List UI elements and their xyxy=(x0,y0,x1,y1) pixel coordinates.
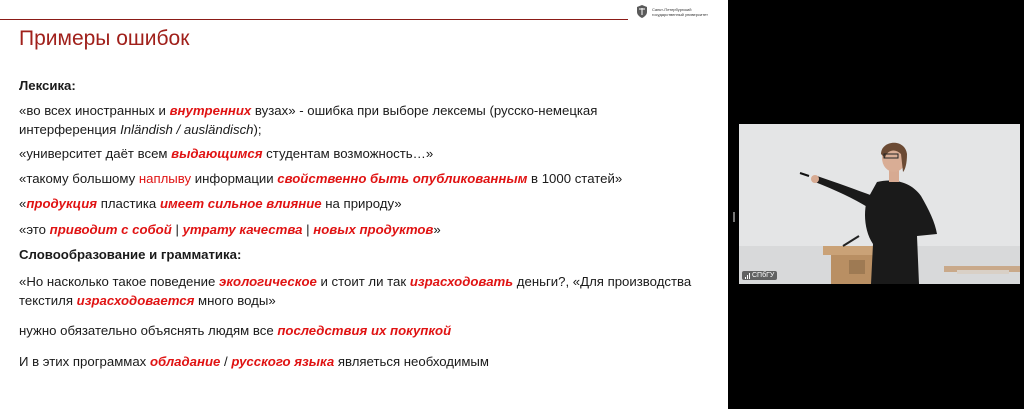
crest-icon xyxy=(636,5,648,18)
line-text: «такому большому xyxy=(19,171,139,186)
example-line xyxy=(19,120,262,139)
error-highlight: обладание xyxy=(149,354,221,369)
line-text: « xyxy=(19,196,27,211)
line-text: деньги?, «Для производства xyxy=(513,274,692,289)
line-text: студентам возможность…» xyxy=(262,146,434,161)
line-text: | xyxy=(302,222,314,237)
line-text: нужно обязательно объяснять людям все xyxy=(19,323,278,338)
line-text: «это xyxy=(19,222,50,237)
line-text: И в этих программах xyxy=(19,354,150,369)
error-highlight: внутренних xyxy=(169,103,252,118)
participant-name: СПбГУ xyxy=(752,272,775,279)
line-text: вузах» - ошибка при выборе лексемы (русско-немецкая xyxy=(251,103,598,118)
line-text: в 1000 статей» xyxy=(527,171,623,186)
section-heading-grammar: Словообразование и грамматика: xyxy=(19,247,242,262)
example-line xyxy=(19,101,597,120)
line-text: » xyxy=(433,222,441,237)
line-text: пластика xyxy=(97,196,160,211)
line-text: являеться необходимым xyxy=(334,354,489,369)
error-highlight: свойственно быть опубликованным xyxy=(277,171,528,186)
example-line xyxy=(19,194,402,213)
line-text: информации xyxy=(191,171,278,186)
example-line xyxy=(19,291,276,310)
line-text: ); xyxy=(253,122,262,137)
error-highlight: последствия их покупкой xyxy=(277,323,452,338)
speaker-video-frame xyxy=(739,124,1020,284)
error-highlight: имеет сильное влияние xyxy=(159,196,322,211)
slide-title: Примеры ошибок xyxy=(19,27,190,50)
example-line xyxy=(19,272,691,291)
line-text: на природу» xyxy=(321,196,402,211)
logo-text: Санкт-Петербургский государственный университет xyxy=(652,6,708,17)
example-line xyxy=(19,169,622,188)
title-rule xyxy=(0,19,628,20)
line-text: и стоит ли так xyxy=(316,274,410,289)
line-text: «университет даёт всем xyxy=(19,146,172,161)
error-highlight: израсходовается xyxy=(76,293,195,308)
error-highlight: новых продуктов xyxy=(313,222,434,237)
error-highlight: Inländish / ausländisch xyxy=(120,122,254,137)
video-participant-label xyxy=(742,271,777,280)
error-highlight: русского языка xyxy=(231,354,335,369)
line-text: «Но насколько такое поведение xyxy=(19,274,220,289)
error-highlight: наплыву xyxy=(138,171,192,186)
line-text: интерференция xyxy=(19,122,121,137)
line-text: | xyxy=(171,222,183,237)
line-text: / xyxy=(220,354,232,369)
example-line xyxy=(19,220,441,239)
error-highlight: утрату качества xyxy=(182,222,303,237)
university-logo xyxy=(636,5,724,18)
error-highlight: выдающимся xyxy=(171,146,263,161)
speaker-video-tile[interactable] xyxy=(739,124,1020,284)
error-highlight: приводит с собой xyxy=(49,222,172,237)
error-highlight: продукция xyxy=(26,196,98,211)
line-text: текстиля xyxy=(19,293,77,308)
line-text: «во всех иностранных и xyxy=(19,103,170,118)
section-heading-lexis: Лексика: xyxy=(19,78,76,93)
error-highlight: экологическое xyxy=(219,274,317,289)
line-text: много воды» xyxy=(194,293,276,308)
example-line xyxy=(19,321,451,340)
example-line xyxy=(19,352,489,371)
example-line xyxy=(19,144,433,163)
signal-icon xyxy=(745,273,750,279)
error-highlight: израсходовать xyxy=(409,274,514,289)
panel-resize-handle[interactable] xyxy=(733,212,735,222)
